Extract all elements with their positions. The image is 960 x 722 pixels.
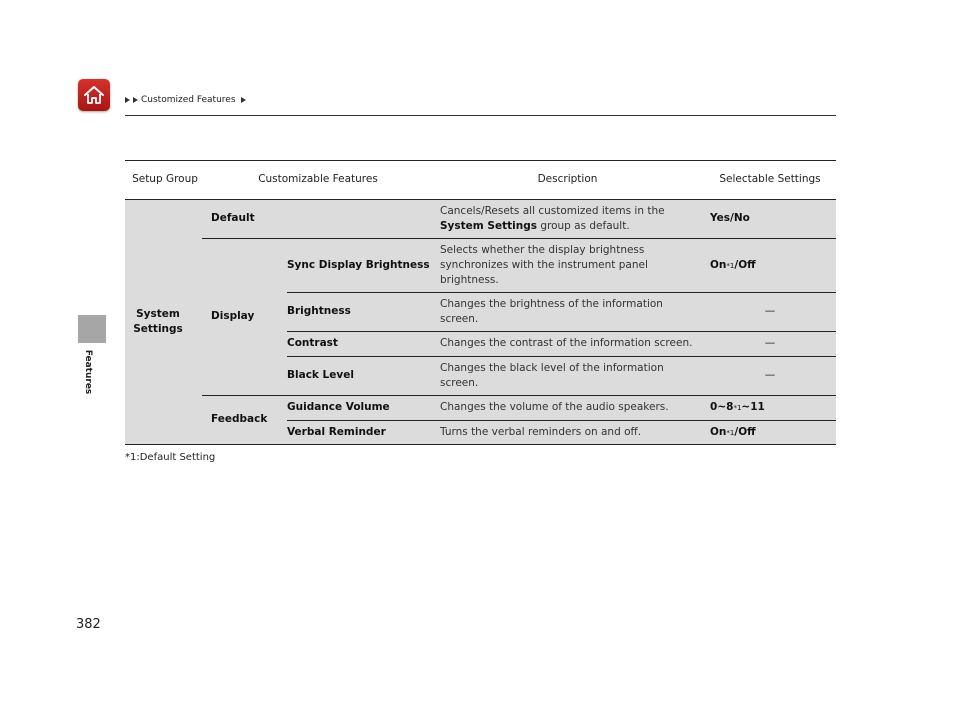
breadcrumb-arrow-icon <box>125 97 130 103</box>
description-default: Cancels/Resets all customized items in the System Settings group as default. <box>440 204 665 232</box>
description-black-level: Changes the black level of the information screen. <box>440 361 664 389</box>
group-system-settings: System Settings <box>133 307 183 335</box>
description-brightness: Changes the brightness of the information screen. <box>440 297 663 325</box>
feature-default: Default <box>211 212 255 225</box>
home-button[interactable] <box>78 79 110 111</box>
breadcrumb-arrow-icon <box>241 97 246 103</box>
description-verbal-reminder: Turns the verbal reminders on and off. <box>440 425 642 438</box>
home-icon <box>83 85 105 105</box>
setting-contrast: — <box>764 337 776 350</box>
description-guidance-volume: Changes the volume of the audio speakers. <box>440 401 669 414</box>
feature-black-level: Black Level <box>287 369 354 382</box>
breadcrumb <box>125 95 247 105</box>
feature-contrast: Contrast <box>287 337 338 350</box>
setting-black-level: — <box>764 369 776 382</box>
setting-brightness: — <box>764 305 776 318</box>
description-contrast: Changes the contrast of the information screen. <box>440 337 693 350</box>
breadcrumb-link[interactable]: Customized Features <box>141 95 236 105</box>
feature-brightness: Brightness <box>287 305 351 318</box>
table-body <box>125 200 836 445</box>
section-tab-marker[interactable] <box>78 315 106 343</box>
header-rule <box>125 115 836 116</box>
setting-default: Yes / No <box>710 212 750 225</box>
feature-sync-display-brightness: Sync Display Brightness <box>287 258 430 271</box>
feature-verbal-reminder: Verbal Reminder <box>287 425 386 438</box>
setting-guidance-volume: 0 ~ 8 *1 ~ 11 <box>710 401 765 414</box>
subgroup-feedback: Feedback <box>211 413 268 426</box>
footnote: *1:Default Setting <box>125 452 216 463</box>
header-customizable-features: Customizable Features <box>258 173 378 186</box>
setting-verbal-reminder: On *1 / Off <box>710 425 756 438</box>
breadcrumb-arrow-icon <box>133 97 138 103</box>
setting-sync-display-brightness: On *1 / Off <box>710 258 756 271</box>
page-number: 382 <box>76 617 101 632</box>
table-header <box>125 160 836 200</box>
header-setup-group: Setup Group <box>132 173 198 186</box>
header-selectable-settings: Selectable Settings <box>719 173 821 186</box>
header-description: Description <box>537 173 598 186</box>
subgroup-display: Display <box>211 310 255 323</box>
feature-guidance-volume: Guidance Volume <box>287 401 390 414</box>
description-sync-display-brightness: Selects whether the display brightness synchronizes with the instrument panel brightness. <box>440 243 648 287</box>
section-tab-label: Features <box>83 349 93 395</box>
